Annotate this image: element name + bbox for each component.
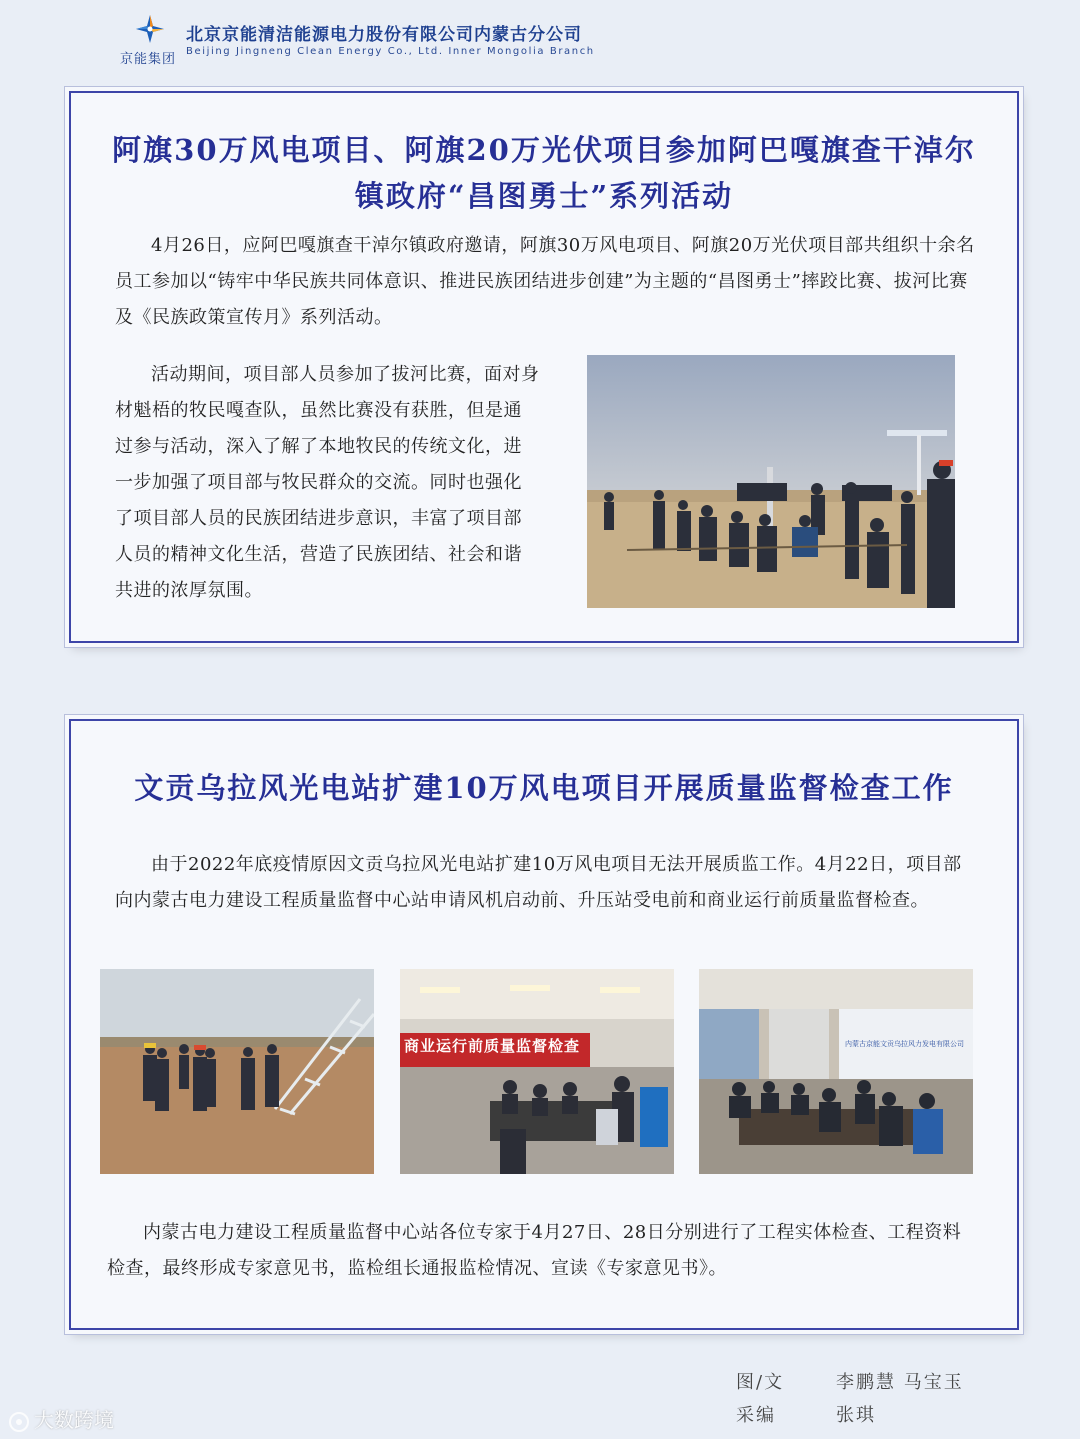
meeting-banner-photo: [400, 969, 674, 1174]
watermark-logo-icon: [8, 1411, 30, 1433]
article-card-1: [69, 91, 1019, 643]
article1-title-line1: 阿旗30万风电项目、阿旗20万光伏项目参加阿巴嘎旗查干淖尔: [112, 133, 976, 167]
watermark: [8, 1404, 114, 1433]
article1-paragraph-1: 4月26日，应阿巴嘎旗查干淖尔镇政府邀请，阿旗30万风电项目、阿旗20万光伏项目部共组织十余名员工参加以“铸牢中华民族共同体意识、推进民族团结进步创建”为主题的“昌图勇士”摔跤比赛、拔河比赛及《民族政策宣传月》系列活动。: [115, 235, 975, 328]
credit-names-editor: 张琪: [836, 1405, 876, 1426]
article1-title: [91, 127, 997, 219]
site-inspection-photo: [100, 969, 374, 1174]
company-logo-icon: [135, 14, 165, 44]
article-card-2: [69, 719, 1019, 1330]
meeting-room-photo: [699, 969, 973, 1174]
page-header: [120, 10, 720, 70]
credit-label-text: 图/文: [736, 1372, 785, 1393]
article1-paragraph-2: 活动期间，项目部人员参加了拔河比赛，面对身材魁梧的牧民嘎查队，虽然比赛没有获胜，但是通过参与活动，深入了解了本地牧民的传统文化，进一步加强了项目部与牧民群众的交流。同时也强化了项目部人员的民族团结进步意识，丰富了项目部人员的精神文化生活，营造了民族团结、社会和谐共进的浓厚氛围。: [115, 364, 540, 601]
watermark-text: 大数跨境: [34, 1408, 114, 1432]
article2-paragraph-1: 由于2022年底疫情原因文贡乌拉风光电站扩建10万风电项目无法开展质监工作。4月22日，项目部向内蒙古电力建设工程质量监督中心站申请风机启动前、升压站受电前和商业运行前质量监督检查。: [115, 854, 962, 911]
article2-paragraph-2: 内蒙古电力建设工程质量监督中心站各位专家于4月27日、28日分别进行了工程实体检查、工程资料检查，最终形成专家意见书，监检组长通报监检情况、宣读《专家意见书》。: [107, 1222, 962, 1279]
tug-of-war-photo: [587, 355, 955, 608]
quality-inspection-banner: 商业运行前质量监督检查: [404, 1037, 581, 1055]
company-screen-text: 内蒙古京能文贡乌拉风力发电有限公司: [845, 1040, 964, 1048]
company-name-cn: 北京京能清洁能源电力股份有限公司内蒙古分公司: [186, 25, 582, 45]
credit-names-text: 李鹏慧 马宝玉: [836, 1372, 964, 1393]
article1-title-line2: 镇政府“昌图勇士”系列活动: [354, 179, 734, 213]
credit-label-editor: 采编: [736, 1405, 776, 1426]
article2-title: 文贡乌拉风光电站扩建10万风电项目开展质量监督检查工作: [134, 771, 954, 805]
logo-text: 京能集团: [120, 52, 177, 67]
company-name-en: Beijing Jingneng Clean Energy Co., Ltd. Inner Mongolia Branch: [186, 46, 595, 57]
